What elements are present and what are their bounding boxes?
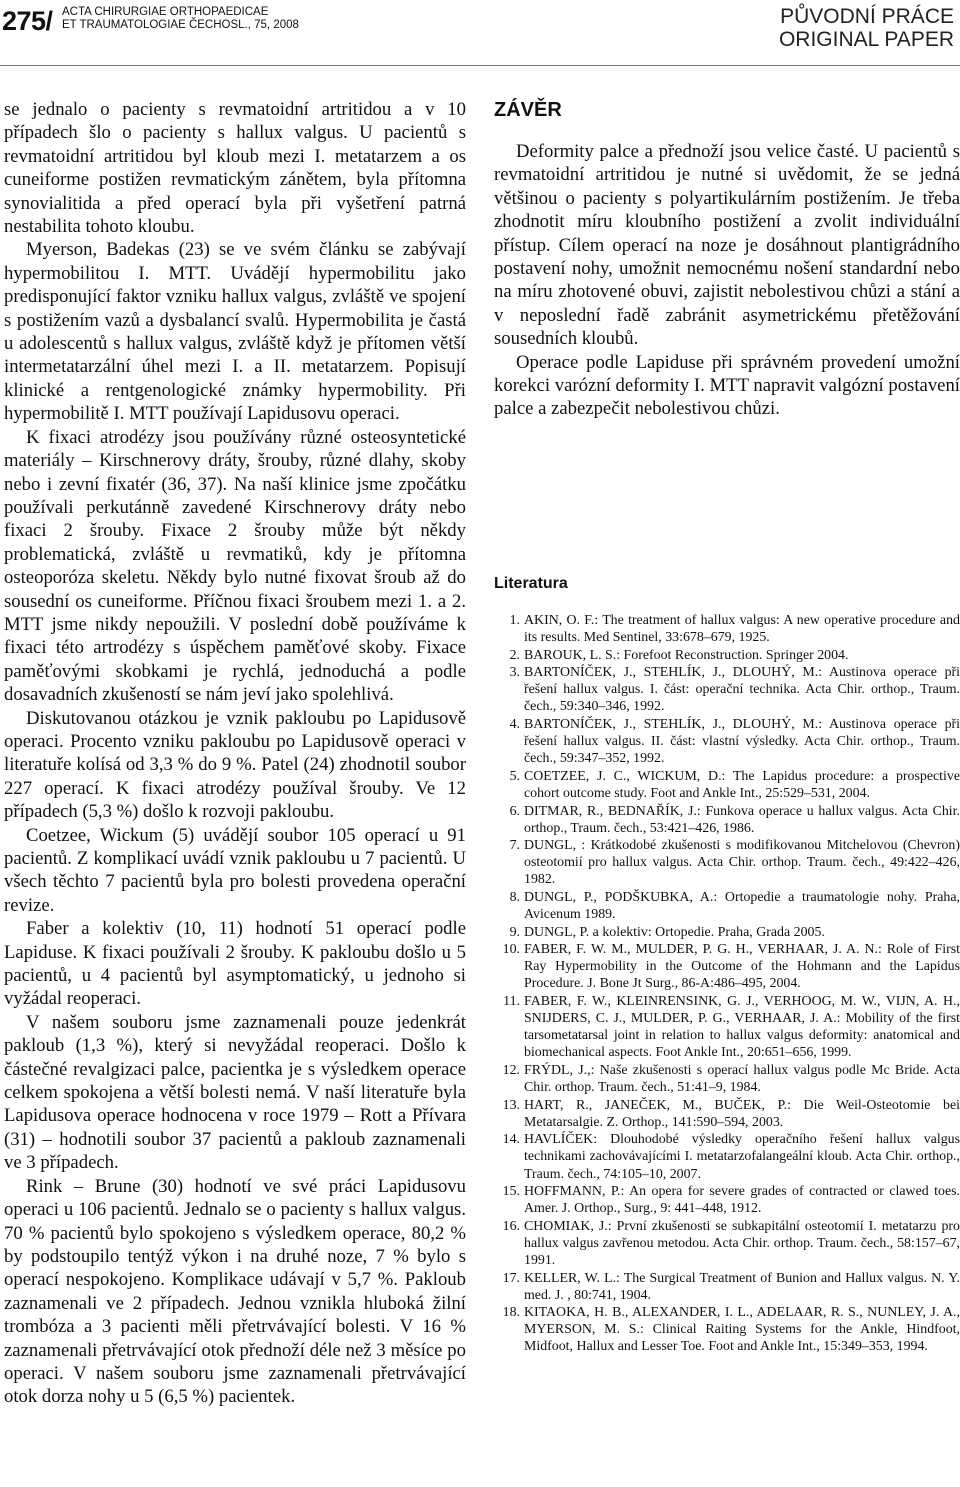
conclusion-heading: ZÁVĚR	[494, 99, 562, 121]
reference-item	[494, 1183, 960, 1217]
body-paragraph: Myerson, Badekas (23) se ve svém článku se zabývají hypermobilitou I. MTT. Uvádějí hypermobilitu jako predisponující faktor vzniku hallux valgus, zvláště ve spojení s postižením vazů a dysbalancí svalů. Hypermobilita je častá u adolescentů s hallux valgus, zvláště když je přítomen větší intermetatarzální úhel mezi I. a II. metatarzem. Popisují klinické a rentgenologické známky hypermobility. Při hypermobilitě I. MTT používají Lapidusovu operaci.	[4, 239, 466, 425]
reference-text: KITAOKA, H. B., ALEXANDER, I. L., ADELAAR, R. S., NUNLEY, J. A., MYERSON, M. S.: Clinical Raiting Systems for the Ankle, Hindfoot, Midfoot, Hallux and Lesser Toe. Foot and Ankle Int., 15:349–353, 1994.	[524, 1305, 960, 1355]
reference-item	[494, 647, 960, 664]
body-paragraph: se jednalo o pacienty s revmatoidní artritidou a v 10 případech šlo o pacienty s hallux valgus. U pacientů s revmatoidní artritidou byl kloub mezi I. metatarzem a os cuneiforme postižen revmatickým zánětem, byla přítomna synovialitida a před operací byla při vyšetření patrná nestabilita tohoto kloubu.	[4, 99, 466, 238]
body-paragraph: K fixaci atrodézy jsou používány různé osteosyntetické materiály – Kirschnerovy dráty, šrouby, různé dlahy, skoby nebo i zevní fixatér (36, 37). Na naší klinice jsme zpočátku používali perkutánně zavedené Kirschnerovy dráty nebo fixaci 2 šrouby. Fixace 2 šrouby může být někdy problematická, zvláště u revmatiků, kdy je přítomna osteoporóza skeletu. Někdy bylo nutné fixovat šroub až do sousední os cuneiforme. Příčnou fixaci šroubem mezi 1. a 2. MTT jsme nikdy nepoužili. V poslední době používáme k fixaci této artrodézy s úspěchem paměťové skoby. Fixace paměťovými skobkami je rychlá, jednoduchá a podle dosavadních zkušeností se nám jeví jako spolehlivá.	[4, 426, 466, 706]
reference-item	[494, 941, 960, 992]
reference-number: 18.	[502, 1305, 520, 1321]
reference-number: 9.	[509, 924, 520, 940]
article-type	[779, 5, 954, 51]
reference-number: 17.	[502, 1270, 520, 1286]
reference-text: BAROUK, L. S.: Forefoot Reconstruction. Springer 2004.	[524, 647, 849, 663]
reference-text: CHOMIAK, J.: První zkušenosti se subkapitální osteotomií I. metatarzu pro hallux valgus zavřenou metodou. Acta Chir. orthop. Traum. čech., 58:157–67, 1991.	[524, 1218, 960, 1268]
reference-text: COETZEE, J. C., WICKUM, D.: The Lapidus procedure: a prospective cohort outcome study. Foot and Ankle Int., 25:529–531, 2004.	[524, 768, 960, 801]
references-heading: Literatura	[494, 575, 568, 592]
reference-item	[494, 768, 960, 802]
body-paragraph: Diskutovanou otázkou je vznik pakloubu po Lapidusově operaci. Procento vzniku pakloubu po Lapidusově operaci v literatuře kolísá od 3,3 % do 9 %. Patel (24) zhodnotil soubor 227 operací. K fixaci atrodézy používal šrouby. Ve 12 případech (5,3 %) došlo k rozvoji pakloubu.	[4, 707, 466, 823]
reference-number: 1.	[509, 613, 520, 628]
reference-number: 5.	[509, 768, 520, 784]
reference-text: HAVLÍČEK: Dlouhodobé výsledky operačního řešení hallux valgus technikami zachovávajícími I. metatarzofalangeální kloub. Acta Chir. orthop., Traum. čech., 74:105–10, 2007.	[524, 1132, 960, 1182]
reference-number: 15.	[502, 1184, 520, 1200]
reference-text: DUNGL, P., PODŠKUBKA, A.: Ortopedie a traumatologie nohy. Praha, Avicenum 1989.	[524, 890, 960, 923]
reference-text: FABER, F. W., KLEINRENSINK, G. J., VERHOOG, M. W., VIJN, A. H., SNIJDERS, C. J., MULDER, P. G., VERHAAR, J. A.: Mobility of the first tarsometatarsal joint in relation to hallux valgus deformity: anatomical and biomechanical aspects. Foot Ankle Int., 20:651–656, 1999.	[524, 994, 960, 1061]
conclusion-paragraph: Deformity palce a přednoží jsou velice časté. U pacientů s revmatoidní artritidou je nutné si uvědomit, že se jedná většinou o pacienty s polyartikulárním postižením. Je třeba zhodnotit míru kloubního postižení a zvolit individuální přístup. Cílem operací na noze je dosáhnout plantigrádního postavení nohy, umožnit nemocnému nošení standardní nebo na míru zhotovené obuvi, zajistit nebolestivou chůzi a stání a v neposlední řadě zabránit asymetrickému přetěžování sousedních kloubů.	[494, 141, 960, 350]
conclusion-paragraph: Operace podle Lapiduse při správném provedení umožní korekci varózní deformity I. MTT napravit valgózní postavení palce a zabezpečit nebolestivou chůzi.	[494, 351, 960, 420]
reference-number: 4.	[509, 717, 520, 733]
reference-number: 13.	[502, 1097, 520, 1113]
header-divider	[0, 65, 960, 66]
references-list	[494, 612, 960, 1356]
reference-item	[494, 803, 960, 837]
reference-text: AKIN, O. F.: The treatment of hallux valgus: A new operative procedure and its results. Med Sentinel, 33:678–679, 1925.	[524, 613, 960, 646]
body-paragraph: Coetzee, Wickum (5) uvádějí soubor 105 operací u 91 pacientů. Z komplikací uvádí vznik pakloubu u 7 pacientů. U všech těchto 7 pacientů byla pro bolesti provedena operační revize.	[4, 824, 466, 916]
article-type-czech: PŮVODNÍ PRÁCE	[780, 5, 954, 28]
page-number: 275/	[2, 6, 53, 36]
reference-item	[494, 1062, 960, 1096]
reference-text: BARTONÍČEK, J., STEHLÍK, J., DLOUHÝ, M.: Austinova operace při řešení hallux valgus. II. část: vlastní výsledky. Acta Chir. orthop., Traum. čech., 59:347–352, 1992.	[524, 717, 960, 767]
reference-number: 8.	[509, 890, 520, 905]
journal-title-line-1: ACTA CHIRURGIAE ORTHOPAEDICAE	[62, 6, 269, 18]
article-type-english: ORIGINAL PAPER	[778, 28, 954, 51]
reference-item	[494, 993, 960, 1061]
reference-number: 10.	[502, 942, 520, 958]
reference-item	[494, 716, 960, 767]
reference-item	[494, 1131, 960, 1182]
reference-item	[494, 1304, 960, 1355]
reference-number: 11.	[503, 994, 520, 1010]
body-paragraph: V našem souboru jsme zaznamenali pouze jedenkrát pakloub (1,3 %), který si nevyžádal reoperaci. Došlo k částečné revalgizaci palce, pacientka je s výsledkem operace celkem spokojena a větší bolesti nemá. V naší literatuře byla Lapidusova operace hodnocena v roce 1979 – Rott a Přívara (31) – hodnotili soubor 37 pacientů a pakloub zaznamenali ve 3 případech.	[4, 1011, 466, 1174]
reference-item	[494, 1218, 960, 1269]
reference-number: 3.	[509, 665, 520, 681]
right-column	[494, 98, 960, 1355]
reference-item	[494, 924, 960, 941]
reference-text: DUNGL, P. a kolektiv: Ortopedie. Praha, Grada 2005.	[524, 924, 825, 940]
reference-text: FRÝDL, J.,: Naše zkušenosti s operací hallux valgus podle Mc Bride. Acta Chir. orthop. Traum. čech., 51:41–9, 1984.	[524, 1062, 960, 1096]
reference-text: FABER, F. W. M., MULDER, P. G. H., VERHAAR, J. A. N.: Role of First Ray Hypermobility in the Outcome of the Hohmann and the Lapidus Procedure. J. Bone Jt Surg., 86-A:486–495, 2004.	[524, 942, 960, 992]
reference-item	[494, 837, 960, 888]
journal-title-line-2: ET TRAUMATOLOGIAE ČECHOSL., 75, 2008	[62, 18, 299, 31]
conclusion-section	[494, 140, 960, 421]
body-paragraph: Faber a kolektiv (10, 11) hodnotí 51 operací podle Lapiduse. K fixaci používali 2 šrouby. K pakloubu došlo u 5 pacientů, u 4 pacientů byl asymptomatický, u jednoho si vyžádal reoperaci.	[4, 918, 466, 1010]
reference-item	[494, 1097, 960, 1131]
reference-item	[494, 612, 960, 646]
reference-text: BARTONÍČEK, J., STEHLÍK, J., DLOUHÝ, M.: Austinova operace při řešení hallux valgus. I. část: operační technika. Acta Chir. orthop., Traum. čech., 59:340–346, 1992.	[524, 665, 960, 715]
reference-number: 6.	[509, 803, 520, 819]
page-header	[0, 0, 960, 70]
reference-number: 16.	[502, 1218, 520, 1234]
reference-text: DUNGL, : Krátkodobé zkušenosti s modifikovanou Mitchelovou (Chevron) osteotomií pro hallux valgus. Acta Chir. orthop. Traum. čech., 49:422–426, 1982.	[524, 838, 960, 888]
journal-title	[62, 6, 299, 31]
reference-text: HOFFMANN, P.: An opera for severe grades of contracted or clawed toes. Amer. J. Orthop., Surg., 9: 441–448, 1912.	[524, 1184, 960, 1217]
reference-item	[494, 1270, 960, 1304]
left-column	[4, 98, 466, 1409]
body-paragraph: Rink – Brune (30) hodnotí ve své práci Lapidusovu operaci u 106 pacientů. Jednalo se o pacienty s hallux valgus. 70 % pacientů bylo spokojeno s výsledkem operace, 80,2 % by podstoupilo tentýž výkon i na druhé noze, 7 % bylo s operací nespokojeno. Komplikace udávají v 5,7 %. Pakloub zaznamenali ve 2 případech. Jednou vznikla hluboká žilní trombóza a 3 pacienti měli přetrvávající bolesti. V 16 % zaznamenali přetrvávající otok přednoží déle než 3 měsíce po operaci. V našem souboru jsme zaznamenali přetrvávající otok dorza nohy u 5 (6,5 %) pacientek.	[4, 1175, 466, 1408]
reference-item	[494, 664, 960, 715]
reference-number: 7.	[509, 838, 520, 854]
reference-number: 14.	[502, 1132, 520, 1148]
reference-item	[494, 889, 960, 923]
reference-number: 12.	[502, 1062, 520, 1078]
reference-text: HART, R., JANEČEK, M., BUČEK, P.: Die Weil-Osteotomie bei Metatarsalgie. Z. Orthop., 141:590–594, 2003.	[524, 1097, 960, 1130]
reference-text: DITMAR, R., BEDNAŘÍK, J.: Funkova operace u hallux valgus. Acta Chir. orthop., Traum. čech., 53:421–426, 1986.	[524, 803, 960, 836]
reference-number: 2.	[509, 647, 520, 663]
reference-text: KELLER, W. L.: The Surgical Treatment of Bunion and Hallux valgus. N. Y. med. J. , 80:741, 1904.	[524, 1270, 960, 1303]
